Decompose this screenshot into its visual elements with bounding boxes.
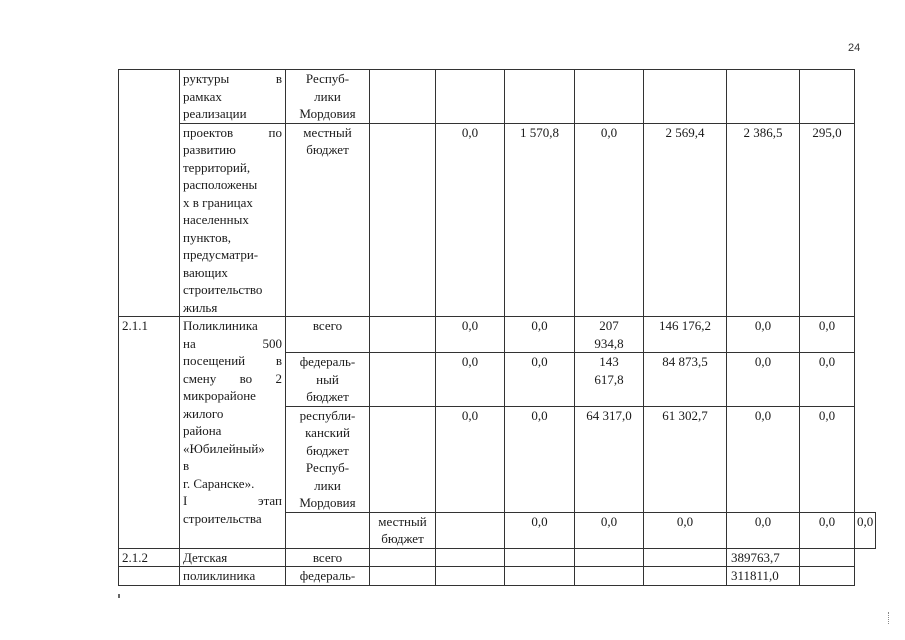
value-cell (370, 567, 436, 586)
object-name-cell: Поликлиника на 500 посещений в смену во 2 микрорайоне жилого района «Юбилейный» в г. Саранске». I этап строительства (180, 317, 286, 549)
object-name-cell (286, 512, 370, 548)
value-cell: 207 934,8 (575, 317, 644, 353)
value-cell: 0,0 (436, 317, 505, 353)
value-cell (436, 548, 505, 567)
object-name-cell: Детская (180, 548, 286, 567)
value-cell: 0,0 (800, 512, 855, 548)
value-cell: 0,0 (800, 353, 855, 407)
value-cell (436, 70, 505, 124)
table-row (119, 548, 876, 567)
value-cell (644, 567, 727, 586)
value-cell (644, 548, 727, 567)
value-cell (370, 317, 436, 353)
value-cell (575, 70, 644, 124)
value-cell: 0,0 (505, 353, 575, 407)
value-cell (644, 70, 727, 124)
funding-source-cell: федераль- (286, 567, 370, 586)
value-cell (436, 567, 505, 586)
value-cell: 0,0 (644, 512, 727, 548)
value-cell: 64 317,0 (575, 406, 644, 512)
value-cell: 143 617,8 (575, 353, 644, 407)
funding-source-cell: всего (286, 548, 370, 567)
table-row (119, 567, 876, 586)
row-code-cell (119, 567, 180, 586)
table-row (119, 317, 876, 353)
value-cell (800, 567, 855, 586)
funding-source-cell: федераль- ный бюджет (286, 353, 370, 407)
value-cell (370, 123, 436, 317)
value-cell: 0,0 (855, 512, 876, 548)
funding-source-cell: местный бюджет (370, 512, 436, 548)
funding-source-cell: всего (286, 317, 370, 353)
scan-mark (888, 612, 890, 624)
value-cell: 0,0 (800, 317, 855, 353)
row-code-cell (119, 70, 180, 317)
value-cell (800, 548, 855, 567)
value-cell: 61 302,7 (644, 406, 727, 512)
value-cell: 0,0 (436, 123, 505, 317)
value-cell (505, 70, 575, 124)
table-row (119, 123, 876, 317)
value-cell (370, 548, 436, 567)
object-name-cell: поликлиника (180, 567, 286, 586)
value-cell: 0,0 (575, 512, 644, 548)
budget-table (118, 69, 876, 586)
value-cell (505, 548, 575, 567)
table-row (119, 70, 876, 124)
value-cell: 0,0 (727, 317, 800, 353)
object-name-cell: руктуры в рамках реализации (180, 70, 286, 124)
value-cell: 1 570,8 (505, 123, 575, 317)
value-cell: 389763,7 (727, 548, 800, 567)
value-cell (727, 70, 800, 124)
value-cell: 0,0 (436, 353, 505, 407)
scan-mark (118, 594, 120, 598)
value-cell: 0,0 (727, 512, 800, 548)
value-cell: 2 569,4 (644, 123, 727, 317)
value-cell (370, 353, 436, 407)
funding-source-cell: Респуб- лики Мордовия (286, 70, 370, 124)
value-cell: 2 386,5 (727, 123, 800, 317)
object-name-cell: проектов по развитию территорий, расположены х в границах населенных пунктов, предусматри- вающих строительство жилья (180, 123, 286, 317)
funding-source-cell: местный бюджет (286, 123, 370, 317)
value-cell: 84 873,5 (644, 353, 727, 407)
value-cell: 295,0 (800, 123, 855, 317)
value-cell (370, 70, 436, 124)
value-cell (575, 548, 644, 567)
value-cell: 0,0 (505, 317, 575, 353)
value-cell: 0,0 (505, 512, 575, 548)
value-cell (800, 70, 855, 124)
value-cell (575, 567, 644, 586)
value-cell: 0,0 (505, 406, 575, 512)
value-cell: 0,0 (727, 353, 800, 407)
row-code-cell: 2.1.2 (119, 548, 180, 567)
value-cell: 311811,0 (727, 567, 800, 586)
value-cell: 0,0 (800, 406, 855, 512)
value-cell (370, 406, 436, 512)
value-cell: 0,0 (436, 406, 505, 512)
funding-source-cell: республи- канский бюджет Респуб- лики Мордовия (286, 406, 370, 512)
value-cell: 0,0 (727, 406, 800, 512)
value-cell (436, 512, 505, 548)
row-code-cell: 2.1.1 (119, 317, 180, 549)
page-number: 24 (848, 42, 861, 54)
value-cell: 146 176,2 (644, 317, 727, 353)
value-cell (505, 567, 575, 586)
value-cell: 0,0 (575, 123, 644, 317)
